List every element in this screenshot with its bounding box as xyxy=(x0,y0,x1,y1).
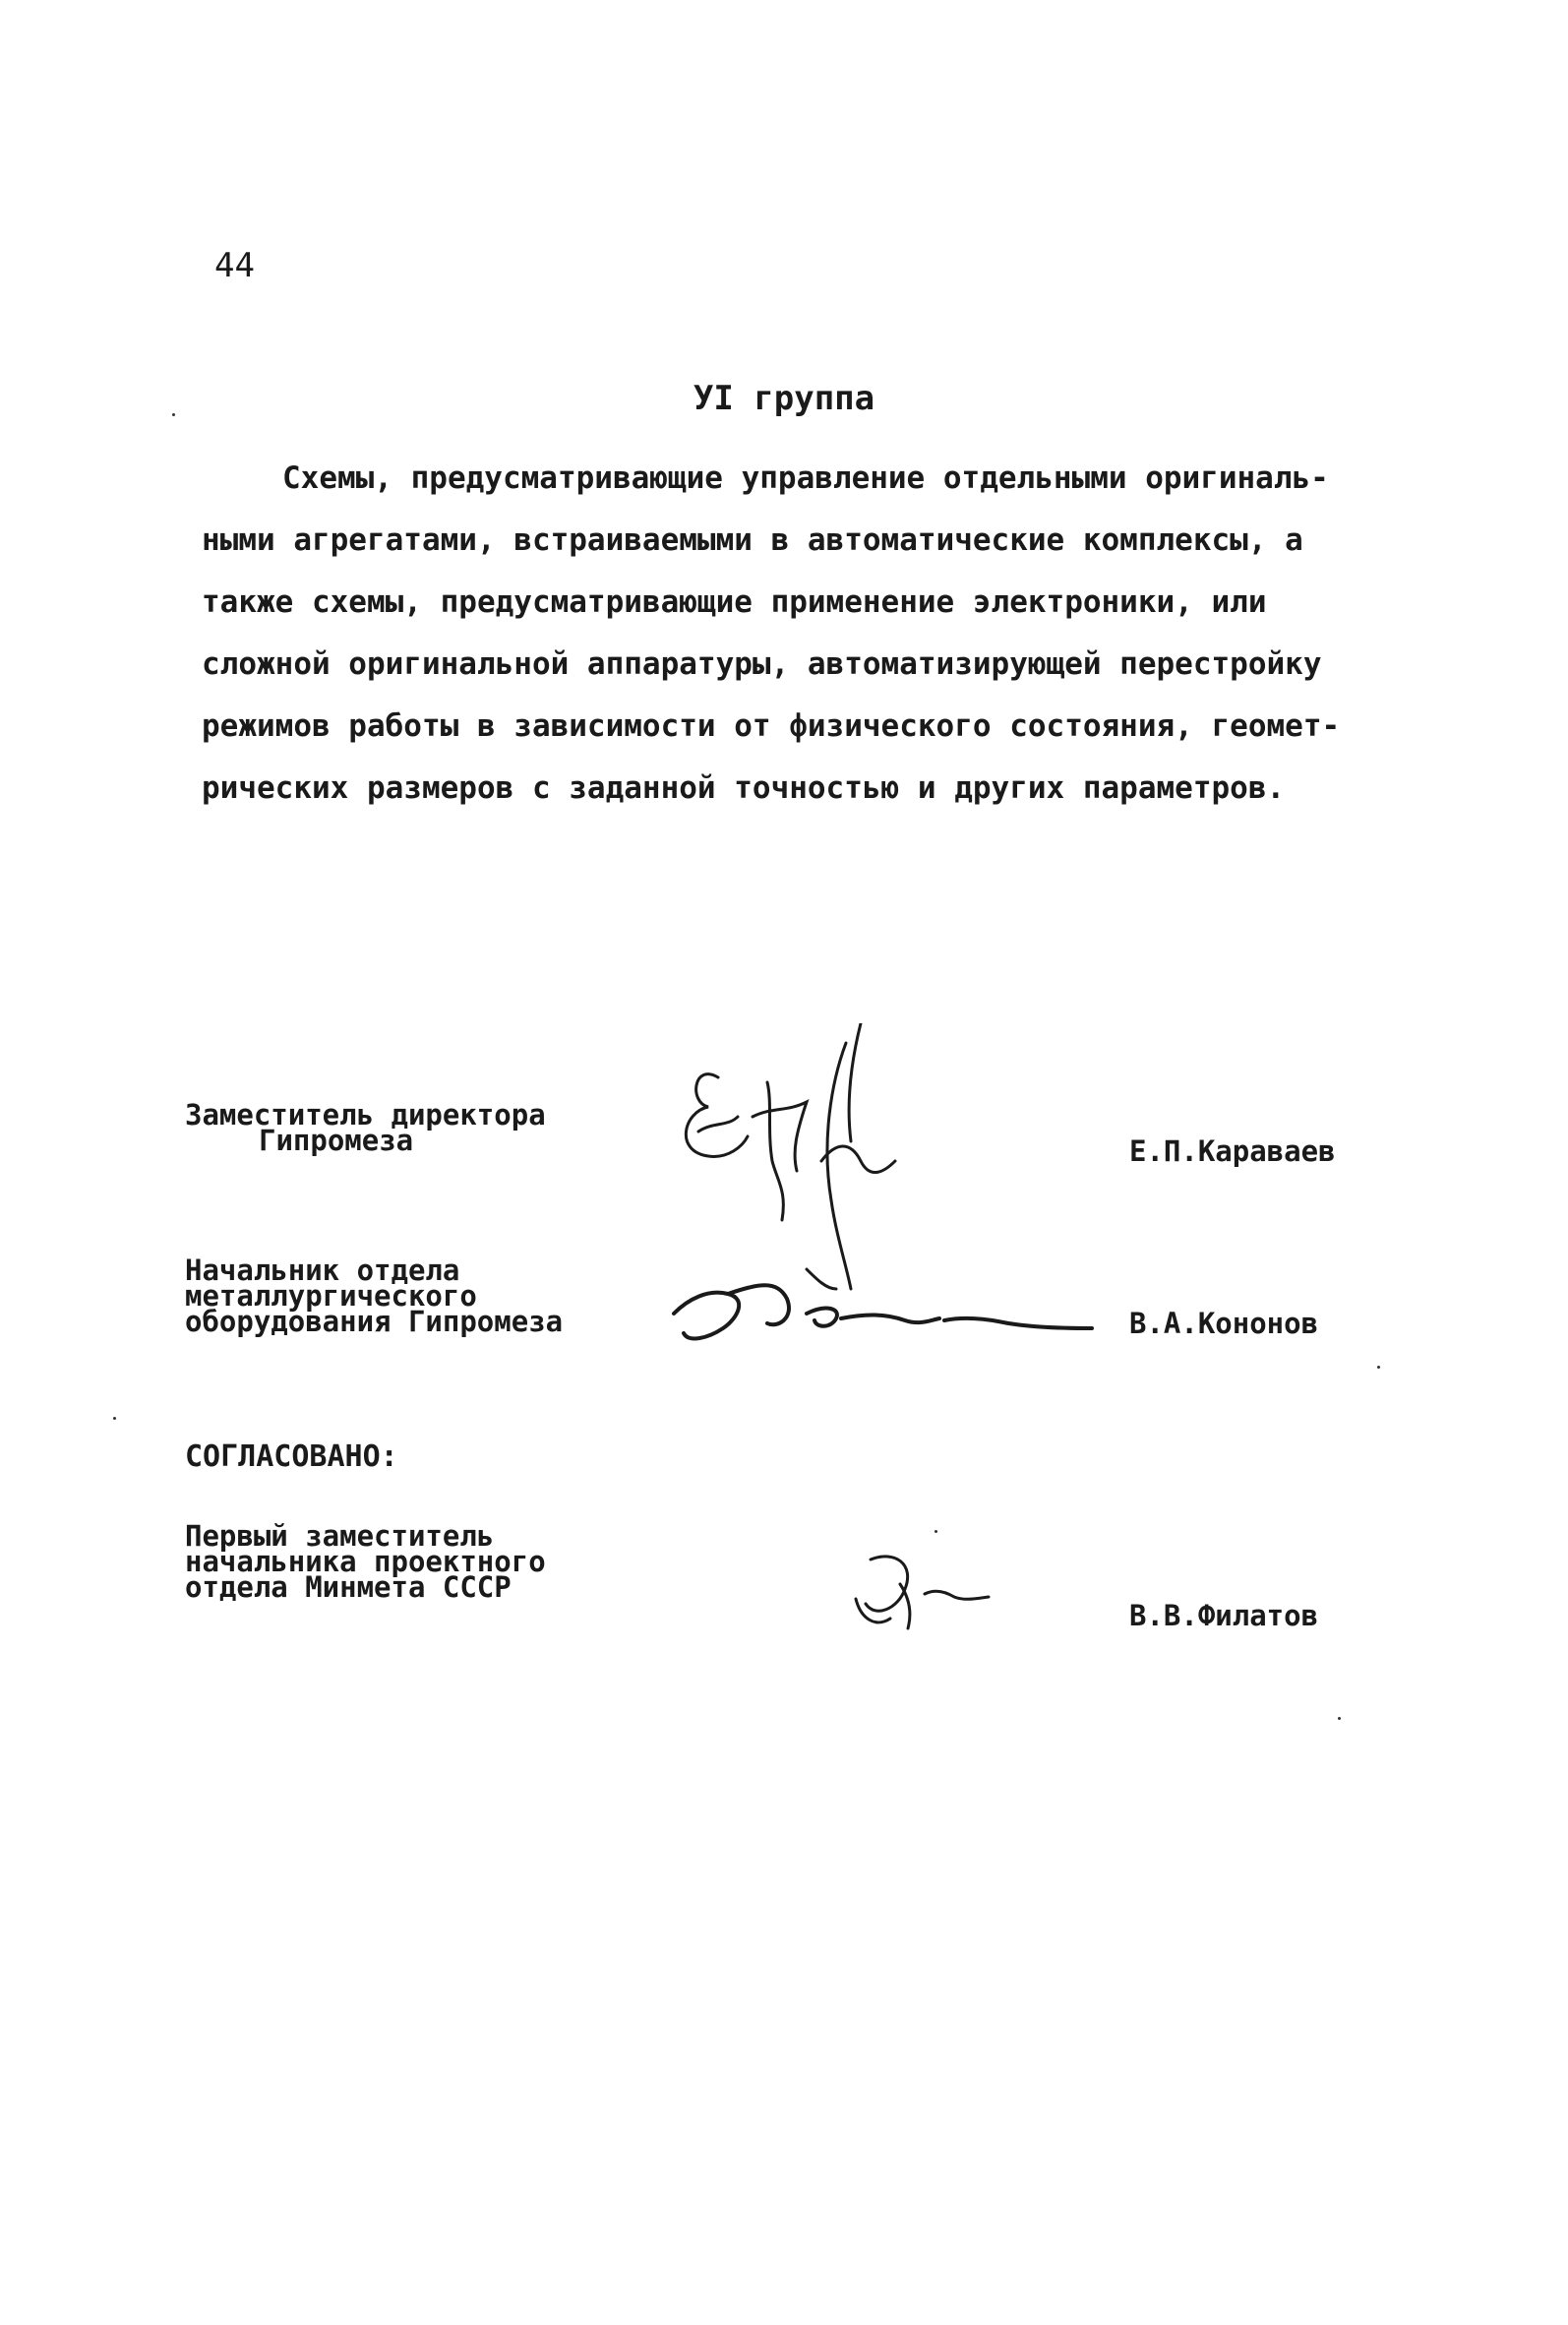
body-line: рических размеров с заданной точностью и других параметров. xyxy=(202,770,1286,806)
page-number: 44 xyxy=(214,246,255,285)
title-line: Начальник отдела xyxy=(185,1254,460,1287)
title-line: начальника проектного xyxy=(185,1545,546,1578)
title-line: Гипромеза xyxy=(259,1124,414,1157)
title-line: оборудования Гипромеза xyxy=(185,1305,564,1338)
body-line: ными агрегатами, встраиваемыми в автоматические комплексы, а xyxy=(202,522,1303,558)
title-line: металлургического xyxy=(185,1279,477,1313)
approver-title xyxy=(185,1519,546,1604)
body-line: сложной оригинальной аппаратуры, автоматизирующей перестройку xyxy=(202,646,1322,682)
approval-label: СОГЛАСОВАНО: xyxy=(185,1439,398,1474)
scan-speck xyxy=(113,1417,116,1420)
title-line: Первый заместитель xyxy=(185,1519,495,1553)
title-line: отдела Минмета СССР xyxy=(185,1570,512,1604)
signature-filatov xyxy=(841,1550,998,1643)
title-line: Заместитель директора xyxy=(185,1098,546,1132)
approver-name-filatov: В.В.Филатов xyxy=(1129,1599,1319,1632)
scan-speck xyxy=(1377,1366,1380,1369)
body-line: также схемы, предусматривающие применение электроники, или xyxy=(202,584,1267,620)
scan-speck xyxy=(1338,1717,1341,1720)
signatory-name-kononov: В.А.Кононов xyxy=(1129,1307,1319,1340)
signatory-title-department-head xyxy=(185,1254,564,1338)
body-line: Схемы, предусматривающие управление отдельными оригиналь- xyxy=(282,460,1329,496)
body-line: режимов работы в зависимости от физического состояния, геомет- xyxy=(202,708,1341,744)
signature-kononov xyxy=(669,1259,1102,1368)
scan-speck xyxy=(935,1530,937,1533)
signatory-title-deputy-director xyxy=(185,1098,546,1157)
scan-speck xyxy=(172,413,175,416)
body-paragraph xyxy=(202,448,1407,820)
page-heading: УI группа xyxy=(693,379,875,418)
signatory-name-karavaev: Е.П.Караваев xyxy=(1129,1134,1336,1168)
